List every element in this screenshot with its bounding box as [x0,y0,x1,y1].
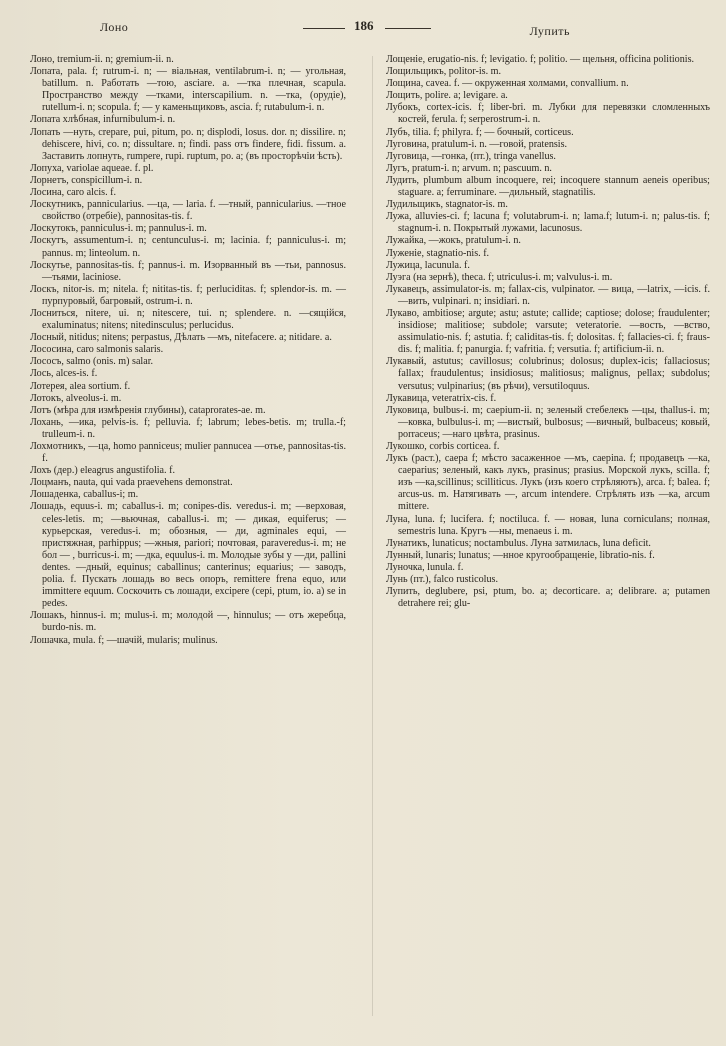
column-separator [372,56,373,1016]
dictionary-entry: Луна, luna. f; lucifera. f; noctiluca. f. — новая, luna corniculans; полная, semestris luna. Кругъ —ны, menaeus i. m. [386,513,710,537]
dictionary-entry: Лощить, polire. a; levigare. a. [386,90,508,102]
dictionary-entry: Лоскутокъ, panniculus-i. m; pannulus-i. m. [30,223,207,235]
dictionary-entry: Лощина, cavea. f. — окруженная холмами, convallium. n. [386,78,629,90]
dictionary-entry: Лоно, tremium-ii. n; gremium-ii. n. [30,54,174,65]
dictionary-entry: Лососина, caro salmonis salaris. [30,344,164,356]
dictionary-entry: Лукаво, ambitiose; argute; astu; astute; callide; captiose; dolose; fraudulenter; insidiose; malitiose; subdole; varsute; veteratorie. —вость, —вство, assimulatio-nis. f; astutia. f; caliditas-tis. f; dolositas. f; fallacies-ci. f; fraus-dis. f; malitia. f; panurgia. f; vafritia. f; versutia. f; artificium-ii. n. [386,307,710,356]
dictionary-entry: Лось, alces-is. f. [30,368,98,380]
dictionary-entry: Лунь (пт.), falco rusticolus. [386,574,498,586]
dictionary-entry: Лошачка, mula. f; —шачій, mularis; mulinus. [30,634,218,646]
dictionary-entry: Лупить, deglubere, psi, ptum, bo. a; decorticare. a; delibrare. a; putamen detrahere rei; glu- [386,586,710,610]
dictionary-entry: Лукавецъ, assimulator-is. m; fallax-cis, vulpinator. — вица, —latrix, —icis. f. —вить, vulpinari. n; insidiari. n. [386,283,710,307]
dictionary-entry: Лотъ (мѣра для измѣренія глубины), cataprorates-ae. m. [30,404,266,416]
dictionary-entry: Лужица, lacunula. f. [386,259,470,271]
dictionary-entry: Лоскутье, pannositas-tis. f; pannus-i. m. Изорванный въ —тьи, pannosus. —тьями, laciniose. [30,259,346,283]
dictionary-entry: Лохань, —ика, pelvis-is. f; pelluvia. f; labrum; lebes-betis. m; trulla.-f; trulleum-i. n. [30,416,346,440]
dictionary-entry: Лорнетъ, conspicillum-i. n. [30,174,143,186]
dictionary-entry: Лососъ, salmo (onis. m) salar. [30,356,154,368]
dictionary-entry: Лоцманъ, nauta, qui vada praevehens demonstrat. [30,477,233,489]
page-header [28,16,706,42]
dictionary-entry: Лунный, lunaris; lunatus; —нное кругообращеніе, libratio-nis. f. [386,549,655,561]
dictionary-entry: Лотерея, alea sortium. f. [30,380,131,392]
dictionary-entry: Луговина, pratulum-i. n. —говой, pratensis. [386,138,568,150]
dictionary-entry: Луженіе, stagnatio-nis. f. [386,247,490,259]
header-rule-right [385,28,431,29]
dictionary-entry: Лопата, pala. f; rutrum-i. n; — віальная, ventilabrum-i. n; — угольная, batillum. n. Работать —тою, asciare. a. —тка плечная, scapula. Пространство между —тками, interscapilium. n. —тка, (орудіе), rutellum-i. n; scopula. f; — у каменьщиковъ, ascia. f; rutabulum-i. n. [30,66,346,114]
dictionary-entry: Лопать —нуть, crepare, pui, pitum, po. n; displodi, losus. dor. n; dissilire. n; dehiscere, hivi, co. n; dissultare. n; findi. pass отъ findere, fidi. fissum. a. Заставить лопнуть, rumpere, rupi. ruptum, po. a; (въ просторѣчіи ѣсть). [30,126,346,162]
header-rule-left [303,28,345,29]
dictionary-entry: Лотокъ, alveolus-i. m. [30,392,122,404]
left-column [30,54,346,647]
dictionary-entry: Лоскутникъ, pannicularius. —ца, — laria. f. —тный, pannicularius. —тное свойство (отребіе), pannositas-tis. f. [30,199,346,223]
dictionary-entry: Луговица, —гонка, (пт.), tringa vanellus. [386,150,556,162]
dictionary-entry: Лукошко, corbis corticea. f. [386,441,500,452]
dictionary-entry: Лощильщикъ, politor-is. m. [386,66,502,78]
dictionary-entry: Лосина, caro alcis. f. [30,187,117,199]
dictionary-entry: Лудить, plumbum album incoquere, rei; incoquere stannum aeneis operibus; staguare. a; ferruminare. —дильный, stagnatilis. [386,174,710,199]
dictionary-entry: Лужа, alluvies-ci. f; lacuna f; volutabrum-i. n; lama.f; lutum-i. n; palus-tis. f; stagnum-i. n. Покрытый лужами, lacunosus. [386,211,710,235]
dictionary-entry: Лосный, nitidus; nitens; perpastus, Дѣлать —мъ, nitefacere. a; nitidare. a. [30,332,332,344]
dictionary-entry: Лопуха, variolae aqueae. f. pl. [30,162,154,174]
dictionary-entry: Лоскъ, nitor-is. m; nitela. f; nititas-tis. f; perluciditas. f; splendor-is. m. —пурпуровый, багровый, ostrum-i. n. [30,283,346,307]
dictionary-entry: Луковица, bulbus-i. m; caepium-ii. n; зеленый стебелекъ —цы, thallus-i. m; —ковка, bulbulus-i. m; —вистый, bulbosus; —вичный, bulbaceus; ковый, porraceus; —наго цвѣта, prasinus. [386,404,710,440]
dictionary-entry: Лужайка, —жокъ, pratulum-i. n. [386,235,521,247]
dictionary-entry: Лохъ (дер.) eleagrus angustifolia. f. [30,465,175,477]
dictionary-entry: Лошакъ, hinnus-i. m; mulus-i. m; молодой —, hinnulus; — отъ жеребца, burdo-nis. m. [30,610,346,634]
dictionary-entry: Лубокъ, cortex-icis. f; liber-bri. m. Лубки для перевязки сломленныхъ костей, ferula. f; serperostrum-i. n. [386,102,710,126]
dictionary-entry: Лощеніе, erugatio-nis. f; levigatio. f; politio. — щельня, officina politionis. [386,54,695,65]
dictionary-entry: Луночка, lunula. f. [386,561,464,573]
dictionary-entry: Лукъ (раст.), caepa f; мѣсто засаженное —мъ, caepina. f; продавецъ —ка, caeparius; зеленый, какъ лукъ, prasinus; prasius. Морской лукъ, scilla. f; изъ —ка,scillinus; scilliticus. Лукъ (изъ коего стрѣляютъ), arca. f; balea. f; arcus-us. m. Натягивать —, arcum intendere. Стрѣлять изъ —ка, arcum mittere. [386,453,710,513]
dictionary-entry: Лохмотникъ, —ца, homo panniceus; mulier pannucea —отье, pannositas-tis. f. [30,441,346,465]
dictionary-entry: Лубъ, tilia. f; philyra. f; — бочный, corticeus. [386,126,574,138]
dictionary-entry: Лоскутъ, assumentum-i. n; centunculus-i. m; lacinia. f; panniculus-i. m; pannus. m; linteolum. n. [30,235,346,259]
dictionary-entry: Лугъ, pratum-i. n; arvum. n; pascuum. n. [386,162,552,174]
dictionary-entry: Лосниться, nitere, ui. n; nitescere, tui. n; splendere. n. —сящійся, exaluminatus; nitens; nitedinsculus; perlucidus. [30,307,346,332]
dictionary-entry: Лукавый, astutus; cavillosus; colubrinus; dolosus; duplex-icis; fallaciosus; fallax; fraudulentus; insidiosus; malitiosus; malignus, pellax; subdolus; versutus; vulpinarius; (въ рѣчи), versutiloquus. [386,356,710,392]
dictionary-entry: Лудильщикъ, stagnator-is. m. [386,199,508,211]
dictionary-entry: Лошаденка, caballus-i; m. [30,489,139,501]
dictionary-entry: Луэга (на зернѣ), theca. f; utriculus-i. m; valvulus-i. m. [386,271,613,283]
right-column [386,54,710,610]
page-number: 186 [354,18,374,33]
header-left-word: Лоно [100,20,129,34]
header-right-word: Лупить [529,24,570,38]
dictionary-entry: Лопата хлѣбная, infurnibulum-i. n. [30,114,176,126]
dictionary-entry: Лунатикъ, lunaticus; noctambulus. Луна затмилась, luna deficit. [386,537,651,549]
dictionary-entry: Лошадь, equus-i. m; caballus-i. m; conipes-dis. veredus-i. m; —верховая, celes-letis. m; —вьючная, caballus-i. m; — дикая, equiferus; — курьерская, veredus-i. m; обозныя, — ди, agminales equi, — пристяжная, parhippus; —жныя, pariori; почтовая, paraveredus-i. m; не бол — , burricus-i. m; —дка, equulus-i. m. Молодые зубы у —ди, pallini dentes. —дный, equinus; caballinus; canterinus; equarius; — заводъ, polia. f. Пускать лошадь во весь опоръ, remittere frena equo, или immittere equum. Соскочить съ лошади, excipere (cepi, ptum, io. a) se in pedes. [30,501,346,610]
dictionary-entry: Лукавица, veteratrix-cis. f. [386,392,497,404]
